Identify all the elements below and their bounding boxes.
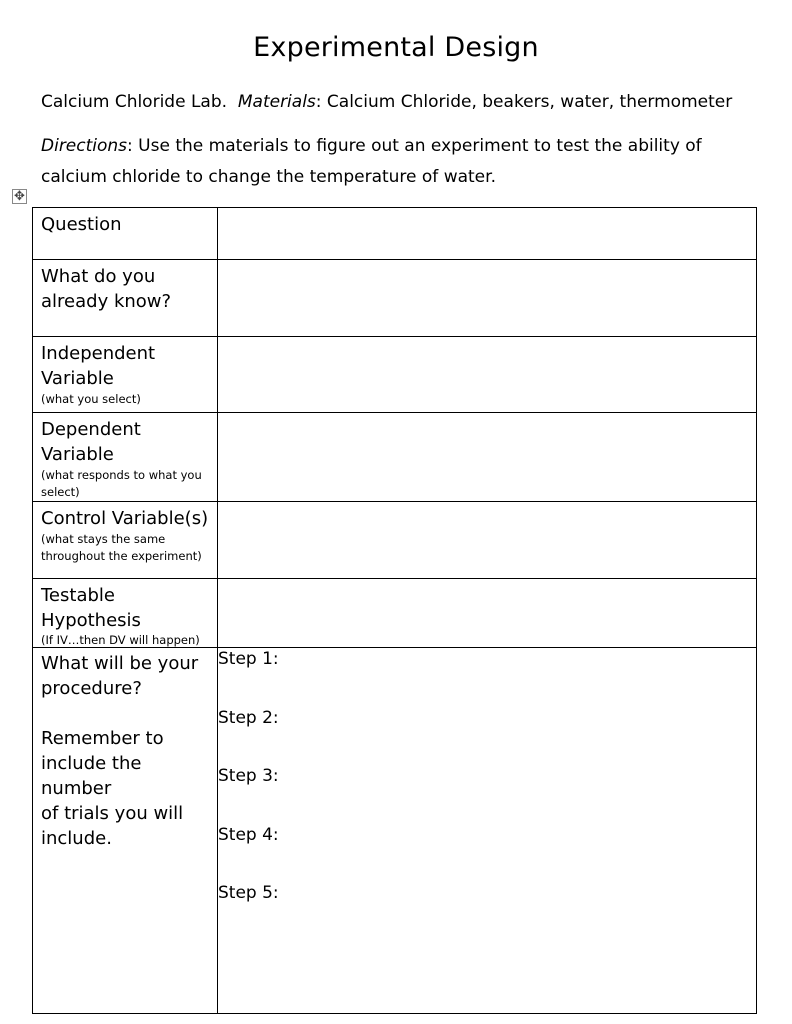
know-answer-cell[interactable] xyxy=(218,260,757,337)
step-3-label: Step 3: xyxy=(218,766,279,786)
dependent-variable-note-line-2: select) xyxy=(41,485,80,499)
table-row xyxy=(33,260,757,337)
independent-variable-label-cell xyxy=(33,337,218,413)
directions-text-1: : Use the materials to figure out an experiment to test the ability of xyxy=(127,136,702,156)
control-variable-note-line-1: (what stays the same xyxy=(41,532,166,546)
table-row xyxy=(33,413,757,502)
control-variable-answer-cell[interactable] xyxy=(218,502,757,579)
dependent-variable-note-line-1: (what responds to what you xyxy=(41,468,202,482)
know-label-cell xyxy=(33,260,218,337)
spacer xyxy=(41,701,211,726)
materials-text: : Calcium Chloride, beakers, water, thermometer xyxy=(315,92,733,112)
control-variable-label: Control Variable(s) xyxy=(41,508,209,529)
materials-line xyxy=(41,91,732,113)
step-4-label: Step 4: xyxy=(218,824,279,845)
procedure-answer-cell[interactable] xyxy=(218,648,757,1014)
table-move-handle-icon[interactable]: ✥ xyxy=(12,189,27,204)
independent-variable-note: (what you select) xyxy=(41,392,141,406)
procedure-label-line-1: What will be your xyxy=(41,653,199,674)
remember-line-4: include. xyxy=(41,828,112,849)
step-1-label: Step 1: xyxy=(218,649,279,669)
page-title: Experimental Design xyxy=(253,32,539,63)
directions-line-2: calcium chloride to change the temperature of water. xyxy=(41,167,496,187)
independent-variable-answer-cell[interactable] xyxy=(218,337,757,413)
hypothesis-label-line-1: Testable xyxy=(41,585,115,606)
hypothesis-label-cell xyxy=(33,579,218,648)
table-row xyxy=(33,337,757,413)
question-label: Question xyxy=(41,214,122,235)
procedure-label-line-2: procedure? xyxy=(41,678,142,699)
question-label-cell xyxy=(33,208,218,260)
table-row xyxy=(33,579,757,648)
know-label-line-2: already know? xyxy=(41,291,172,312)
materials-label: Materials xyxy=(237,92,316,112)
experimental-design-table xyxy=(32,207,757,1014)
procedure-label-cell xyxy=(33,648,218,1014)
table-row xyxy=(33,648,757,1014)
dependent-variable-label-cell xyxy=(33,413,218,502)
dependent-variable-label: Dependent Variable xyxy=(41,419,141,465)
lab-name: Calcium Chloride Lab. xyxy=(41,92,228,112)
remember-line-1: Remember to xyxy=(41,728,164,749)
remember-line-2: include the number xyxy=(41,753,142,799)
question-answer-cell[interactable] xyxy=(218,208,757,260)
control-variable-note-line-2: throughout the experiment) xyxy=(41,549,202,563)
hypothesis-answer-cell[interactable] xyxy=(218,579,757,648)
step-5-label: Step 5: xyxy=(218,883,279,903)
independent-variable-label-line-1: Independent xyxy=(41,343,156,364)
table-row xyxy=(33,502,757,579)
directions-label: Directions xyxy=(41,136,128,156)
step-2-label: Step 2: xyxy=(218,707,279,728)
dependent-variable-answer-cell[interactable] xyxy=(218,413,757,502)
table-row xyxy=(33,208,757,260)
remember-line-3: of trials you will xyxy=(41,803,184,824)
hypothesis-note: (If IV…then DV will happen) xyxy=(41,633,200,647)
know-label-line-1: What do you xyxy=(41,266,156,287)
directions-line-1 xyxy=(41,135,702,157)
control-variable-label-cell xyxy=(33,502,218,579)
independent-variable-label-line-2: Variable xyxy=(41,368,114,389)
hypothesis-label-line-2: Hypothesis xyxy=(41,610,141,631)
